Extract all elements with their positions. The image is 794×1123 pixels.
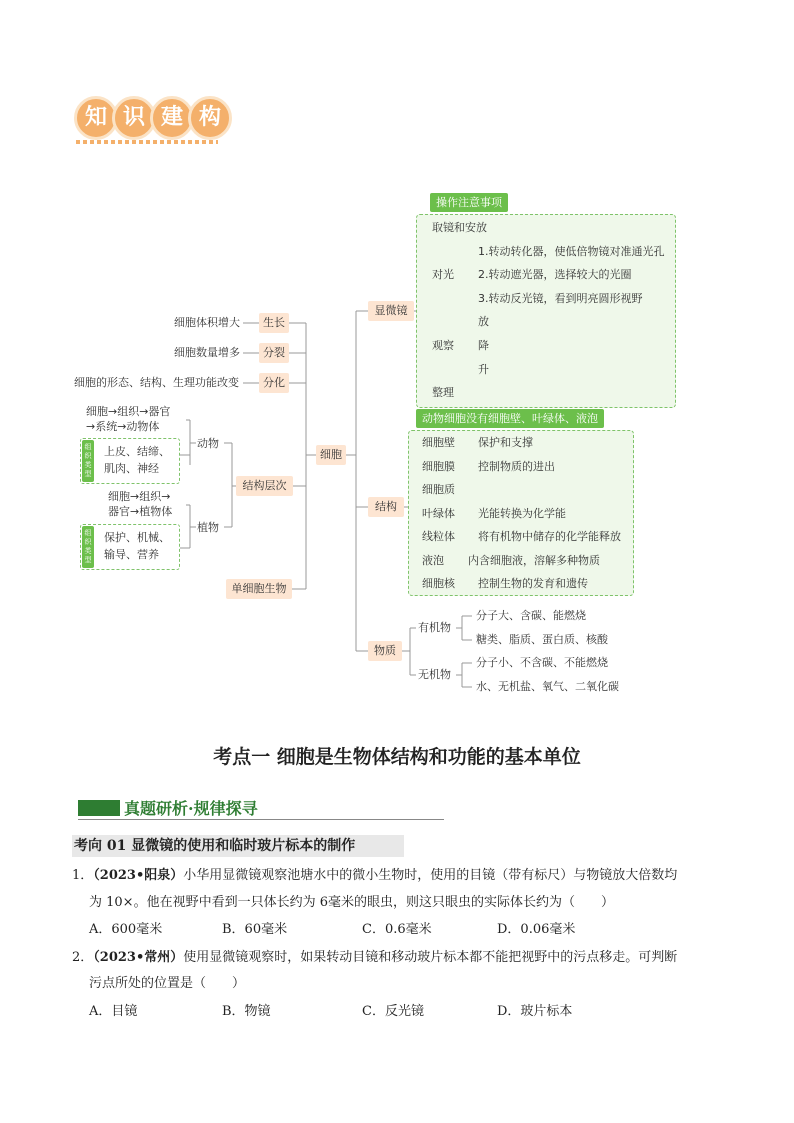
differentiation-desc: 细胞的形态、结构、生理功能改变: [74, 376, 239, 389]
direction-heading: 考向 01 显微镜的使用和临时玻片标本的制作: [72, 835, 404, 857]
q2-option-a[interactable]: A．目镜: [89, 1004, 138, 1019]
microscope-take: 取镜和安放: [432, 221, 487, 234]
structure-membrane: 细胞膜: [422, 460, 455, 473]
plant-chain-line1: 细胞→组织→: [108, 490, 171, 503]
unicellular-node: 单细胞生物: [226, 579, 292, 599]
division-node: 分裂: [259, 343, 289, 363]
q1-line2: 为 10×。他在视野中看到一只体长约为 6毫米的眼虫，则这只眼虫的实际体长约为（ ）: [89, 895, 614, 910]
animal-chain-line2: →系统→动物体: [86, 420, 160, 433]
q2-line1: [72, 944, 677, 971]
section-label: 真题研析·规律探寻: [124, 799, 258, 818]
section-band: [78, 800, 120, 816]
division-desc: 细胞数量增多: [174, 346, 240, 359]
animal-tissues-line2: 肌肉、神经: [104, 462, 159, 475]
structure-nucleus-desc: 控制生物的发育和遗传: [478, 577, 588, 590]
q2-option-b[interactable]: B．物镜: [222, 1004, 271, 1019]
structure-header: 动物细胞没有细胞壁、叶绿体、液泡: [416, 409, 604, 428]
structure-chloroplast-desc: 光能转换为化学能: [478, 507, 566, 520]
growth-desc: 细胞体积增大: [174, 316, 240, 329]
page-title: 考点一 细胞是生物体结构和功能的基本单位: [213, 746, 581, 768]
structure-nucleus: 细胞核: [422, 577, 455, 590]
structure-cytoplasm: 细胞质: [422, 483, 455, 496]
microscope-observe: 观察: [432, 339, 454, 352]
badge-char-1: 知: [74, 96, 118, 140]
plant-tissues-line2: 输导、营养: [104, 548, 159, 561]
differentiation-node: 分化: [259, 373, 289, 393]
structure-node: 结构: [368, 497, 404, 517]
q2-number: 2．: [72, 950, 94, 965]
align-step-1: 1.转动转化器，使低倍物镜对准通光孔: [478, 245, 665, 258]
inorganic-examples: 水、无机盐、氧气、二氧化碳: [476, 680, 619, 693]
structure-mitochondria: 线粒体: [422, 530, 455, 543]
organic-examples: 糖类、脂质、蛋白质、核酸: [476, 633, 608, 646]
plant-tissues-line1: 保护、机械、: [104, 531, 170, 544]
q1-number: 1．: [72, 868, 94, 883]
structure-vacuole-desc: 内含细胞液，溶解多种物质: [468, 554, 600, 567]
growth-node: 生长: [259, 313, 289, 333]
section-rule: [78, 819, 444, 820]
microscope-notes-header: 操作注意事项: [430, 193, 508, 212]
plant-node: 植物: [197, 521, 219, 534]
microscope-align: 对光: [432, 268, 454, 281]
q1-option-a[interactable]: A．600毫米: [89, 922, 163, 937]
microscope-node: 显微镜: [368, 301, 414, 321]
structure-mitochondria-desc: 将有机物中储存的化学能释放: [478, 530, 621, 543]
animal-chain-line1: 细胞→组织→器官: [86, 405, 171, 418]
levels-node: 结构层次: [236, 476, 293, 496]
q2-option-d[interactable]: D．玻片标本: [497, 1004, 573, 1019]
center-node-cell: 细胞: [316, 445, 346, 465]
q2-text1: 使用显微镜观察时，如果转动目镜和移动玻片标本都不能把视野中的污点移走。可判断: [183, 950, 678, 965]
animal-node: 动物: [197, 437, 219, 450]
plant-chain-line2: 器官→植物体: [108, 505, 173, 518]
microscope-tidy: 整理: [432, 386, 454, 399]
badge-char-3: 建: [150, 96, 194, 140]
q1-text1: 小华用显微镜观察池塘水中的微小生物时，使用的目镜（带有标尺）与物镜放大倍数均: [183, 868, 678, 883]
align-step-3: 3.转动反光镜，看到明亮圆形视野: [478, 292, 643, 305]
microscope-notes-box: [416, 214, 676, 408]
observe-step-3: 升: [478, 363, 489, 376]
organic-node: 有机物: [418, 621, 451, 634]
observe-step-1: 放: [478, 315, 489, 328]
matter-node: 物质: [368, 641, 402, 661]
inorganic-node: 无机物: [418, 668, 451, 681]
inorganic-props: 分子小、不含碳、不能燃烧: [476, 656, 608, 669]
align-step-2: 2.转动遮光器，选择较大的光圈: [478, 268, 632, 281]
structure-membrane-desc: 控制物质的进出: [478, 460, 555, 473]
animal-tissue-tag: 组织类型: [82, 440, 94, 482]
structure-vacuole: 液泡: [422, 554, 444, 567]
plant-tissue-tag: 组织类型: [82, 526, 94, 568]
q2-source: （2023•常州）: [93, 950, 184, 965]
structure-cell-wall: 细胞壁: [422, 436, 455, 449]
organic-props: 分子大、含碳、能燃烧: [476, 609, 586, 622]
badge-char-4: 构: [188, 96, 232, 140]
q2-line2: 污点所处的位置是（ ）: [89, 976, 246, 991]
animal-tissues-line1: 上皮、结缔、: [104, 445, 170, 458]
q1-option-d[interactable]: D．0.06毫米: [497, 922, 576, 937]
q1-line1: [72, 862, 677, 889]
q2-option-c[interactable]: C．反光镜: [362, 1004, 424, 1019]
structure-cell-wall-desc: 保护和支撑: [478, 436, 533, 449]
structure-chloroplast: 叶绿体: [422, 507, 455, 520]
q1-option-b[interactable]: B．60毫米: [222, 922, 288, 937]
observe-step-2: 降: [478, 339, 489, 352]
q1-source: （2023•阳泉）: [93, 868, 184, 883]
badge-char-2: 识: [112, 96, 156, 140]
q1-option-c[interactable]: C．0.6毫米: [362, 922, 432, 937]
